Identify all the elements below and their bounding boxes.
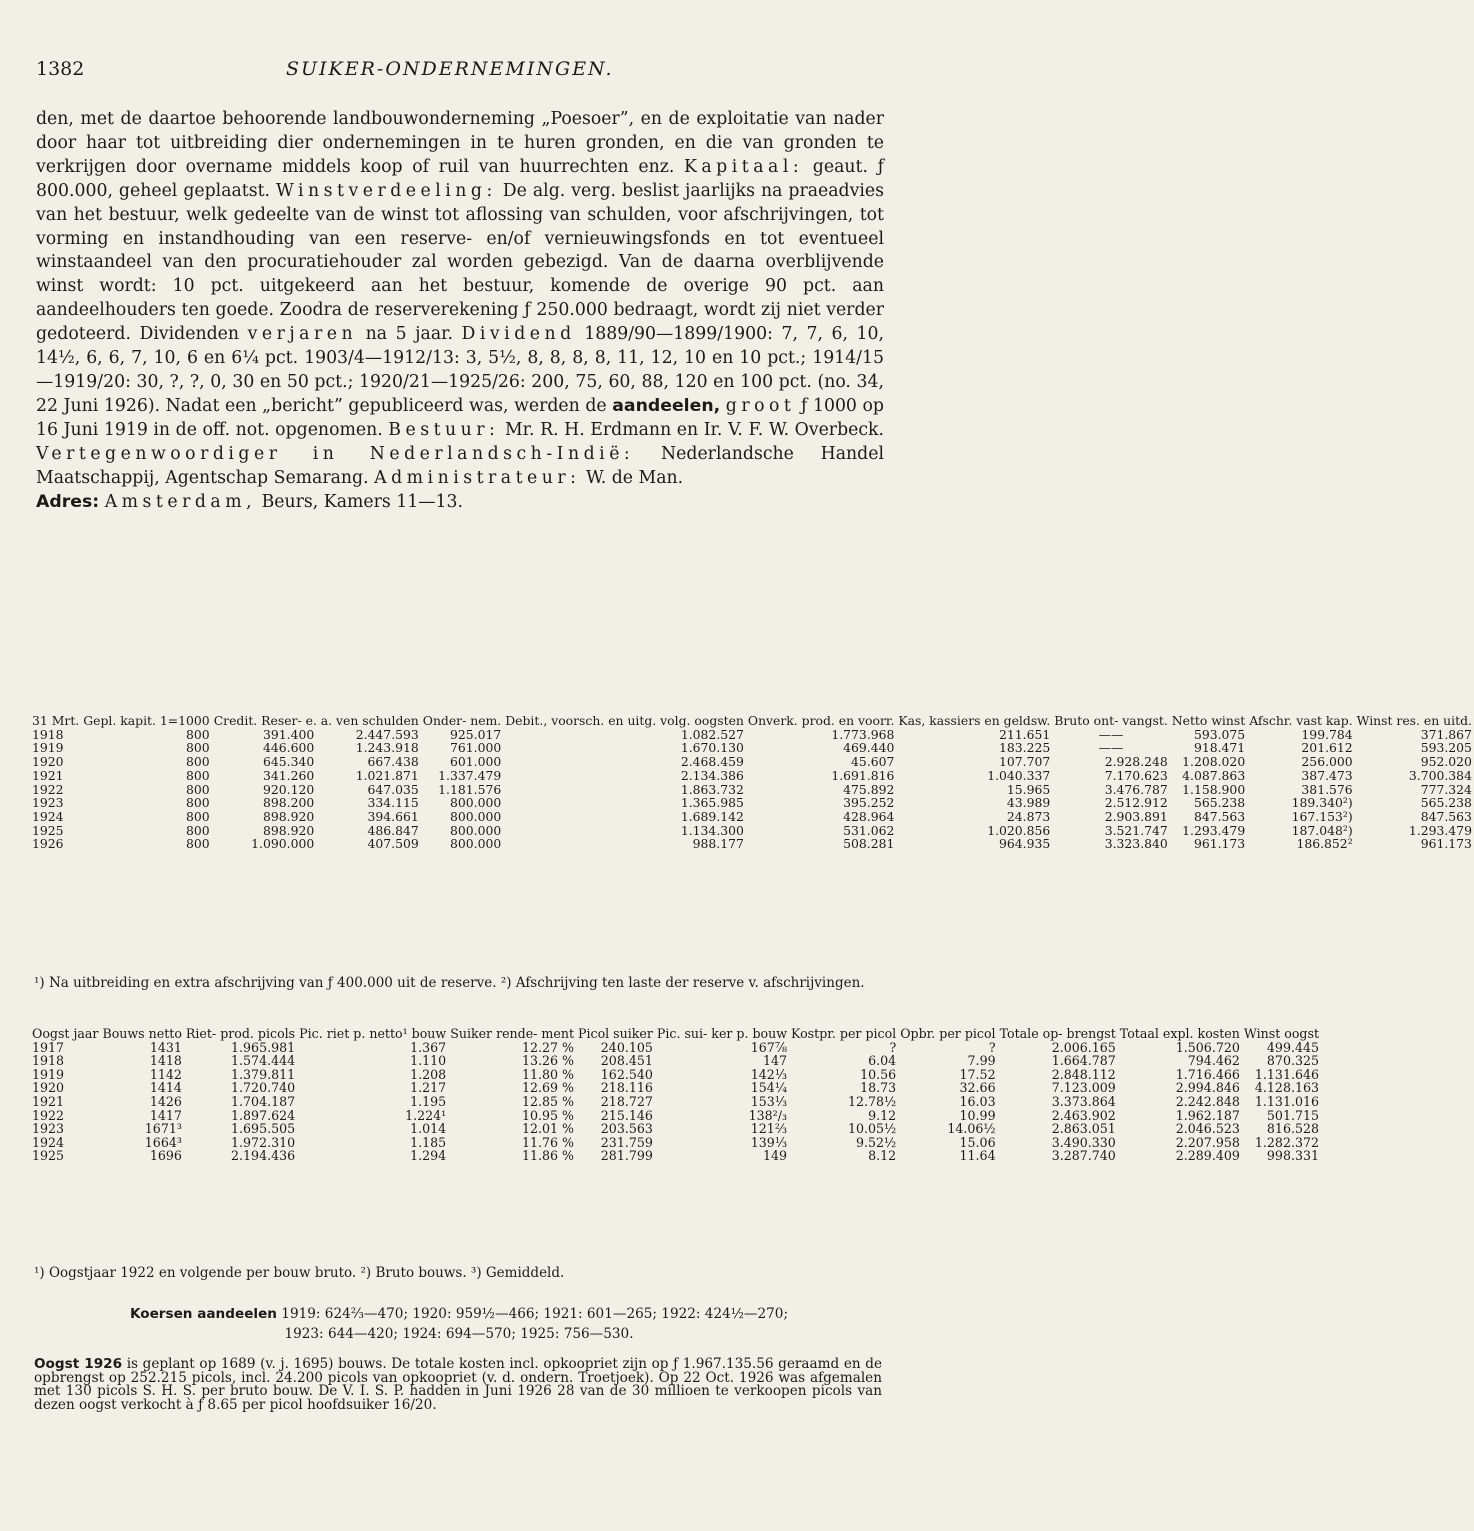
table-cell: 387.473: [1301, 767, 1353, 783]
table-cell: 3.476.787: [1104, 781, 1168, 797]
table-row: [30, 1095, 1321, 1109]
table-cell: 10.56: [860, 1066, 897, 1082]
table-cell: 2.903.891: [1104, 808, 1168, 824]
table-row: [30, 1122, 1321, 1136]
table-cell: 1.090.000: [251, 836, 315, 852]
table-cell: 186.852²: [1296, 836, 1353, 852]
header-cell: Netto winst: [1171, 713, 1246, 728]
table-row: [30, 741, 1474, 755]
koersen-line2: 1923: 644—420; 1924: 694—570; 1925: 756—530.: [284, 1326, 634, 1342]
table-cell: 1.185: [410, 1134, 447, 1150]
table-cell: 3.287.740: [1051, 1148, 1116, 1164]
table-cell: 281.799: [600, 1148, 653, 1164]
table-cell: 12.27 %: [521, 1039, 575, 1055]
table-cell: 1923: [32, 795, 64, 811]
table-cell: ?: [988, 1039, 996, 1055]
table-cell: 925.017: [449, 726, 502, 742]
table-cell: 201.612: [1301, 740, 1353, 756]
table-cell: 2.512.912: [1104, 795, 1168, 811]
header-cell: Opbr. per picol: [900, 1026, 996, 1041]
table-cell: 1.962.187: [1175, 1107, 1240, 1123]
table-cell: 918.471: [1193, 740, 1246, 756]
table-cell: 531.062: [843, 822, 895, 838]
table-cell: 1.195: [410, 1093, 447, 1109]
table-cell: 10.95 %: [521, 1107, 575, 1123]
header-cell: Pic. riet p. netto¹ bouw: [299, 1026, 447, 1041]
table-cell: 11.64: [959, 1148, 996, 1164]
table-cell: 218.116: [600, 1080, 653, 1096]
table-row: [30, 1041, 1321, 1055]
table-cell: 1918: [32, 726, 64, 742]
table-cell: 800: [186, 795, 210, 811]
table-cell: 231.759: [600, 1134, 653, 1150]
objective-text: den, met de daartoe behoorende landbouwonderneming „Poesoer”, en de exploitatie van nader door haar tot uitbreiding dier ondernemingen in te huren gronden, en die van gronden te verkrijgen door overname middels koop of ruil van huurrechten enz.: [36, 109, 884, 177]
table-cell: 18.73: [860, 1080, 897, 1096]
table-cell: 645.340: [262, 754, 315, 770]
table-cell: 11.76 %: [521, 1134, 575, 1150]
table-cell: 2.468.459: [680, 754, 744, 770]
table-row: [30, 1054, 1321, 1068]
table-cell: 395.252: [843, 795, 895, 811]
table-cell: 1.134.300: [680, 822, 744, 838]
header-cell: Oogst jaar: [32, 1026, 99, 1041]
table-cell: 3.521.747: [1104, 822, 1168, 838]
table-cell: 7.123.009: [1051, 1080, 1116, 1096]
table-cell: 7.99: [967, 1053, 996, 1069]
table-cell: 1.020.856: [987, 822, 1051, 838]
table-cell: 1664³: [144, 1134, 182, 1150]
table-cell: 215.146: [600, 1107, 653, 1123]
table-cell: 381.576: [1301, 781, 1353, 797]
table-cell: 1.365.985: [680, 795, 744, 811]
table-cell: 1.574.444: [231, 1053, 296, 1069]
winstverdeeling-label: Winstverdeeling:: [276, 180, 497, 201]
table-cell: 647.035: [367, 781, 419, 797]
table-cell: 1.217: [410, 1080, 447, 1096]
table-cell: 1.082.527: [680, 726, 744, 742]
table-cell: 6.04: [868, 1053, 897, 1069]
table-cell: 1.110: [410, 1053, 447, 1069]
table-row: [30, 755, 1474, 769]
running-title: SUIKER-ONDERNEMINGEN.: [286, 58, 614, 80]
table-cell: 800: [186, 836, 210, 852]
table-cell: 2.194.436: [231, 1148, 296, 1164]
table-cell: 9.52½: [855, 1134, 897, 1150]
table-cell: 961.173: [1420, 836, 1472, 852]
balance-table: [30, 714, 1474, 851]
table-cell: 428.964: [843, 808, 895, 824]
vertegenwoordiger-text: Nederlandsche Handel Maatschappij, Agentschap Semarang.: [36, 443, 884, 488]
table-cell: 508.281: [843, 836, 895, 852]
table-row: [30, 796, 1474, 810]
balance-table-footnote: ¹) Na uitbreiding en extra afschrijving van ƒ 400.000 uit de reserve. ²) Afschrijving ten laste der reserve v. afschrijvingen.: [34, 975, 865, 991]
table-cell: 1.773.968: [831, 726, 895, 742]
header-cell: Gepl. kapit. 1=1000: [83, 713, 210, 728]
table-cell: 1921: [32, 767, 64, 783]
header-cell: Bruto ont- vangst.: [1054, 713, 1168, 728]
table-cell: 240.105: [600, 1039, 653, 1055]
table-row: [30, 1149, 1321, 1163]
table-row: [30, 837, 1474, 851]
table-cell: 1.224¹: [405, 1107, 447, 1123]
page-number: 1382: [36, 58, 85, 80]
table-row: [30, 1136, 1321, 1150]
table-cell: 1.670.130: [680, 740, 744, 756]
table-cell: 203.563: [600, 1121, 653, 1137]
header-cell: Onder- nem.: [422, 713, 502, 728]
table-cell: 898.920: [262, 822, 315, 838]
table-cell: 7.170.623: [1104, 767, 1168, 783]
table-cell: 1.691.816: [831, 767, 895, 783]
table-cell: 2.046.523: [1175, 1121, 1240, 1137]
table-cell: 1924: [32, 808, 64, 824]
header-cell: Totaal expl. kosten: [1119, 1026, 1240, 1041]
table-cell: 1431: [149, 1039, 182, 1055]
winstverdeeling-text: De alg. verg. beslist jaarlijks na praeadvies van het bestuur, welk gedeelte van de winst tot aflossing van schulden, voor afschrijvingen, tot vorming en instandhouding van een reserve- en/of vernieuwingsfonds en tot eventueel winstaandeel van den procuratiehouder zal worden gebezigd. Van de daarna overblijvende winst wordt: 10 pct. uitgekeerd aan het bestuur, komende de overige 90 pct. aan aandeelhouders ten goede. Zoodra de reserverekening ƒ 250.000 bedraagt, wordt zij niet verder gedoteerd. Dividenden: [36, 180, 884, 345]
table-cell: 2.242.848: [1175, 1093, 1240, 1109]
table-cell: 11.86 %: [521, 1148, 575, 1164]
table-cell: 1.972.310: [231, 1134, 296, 1150]
table-cell: 847.563: [1193, 808, 1246, 824]
table-cell: 800: [186, 767, 210, 783]
table-cell: 183.225: [999, 740, 1051, 756]
header-cell: Winst res. en uitd.: [1356, 713, 1472, 728]
table-cell: 1920: [32, 1080, 65, 1096]
table-cell: 139⅓: [750, 1134, 788, 1150]
header-cell: Pic. sui- ker p. bouw: [656, 1026, 788, 1041]
header-cell: Kas, kassiers en geldsw.: [898, 713, 1051, 728]
table-cell: 1.367: [410, 1039, 447, 1055]
table-cell: 898.200: [262, 795, 315, 811]
header-cell: Bouws netto: [102, 1026, 182, 1041]
adres-city: Amsterdam,: [104, 491, 257, 512]
table-cell: 593.075: [1193, 726, 1246, 742]
table-cell: 800: [186, 726, 210, 742]
table-cell: 1919: [32, 1066, 65, 1082]
table-cell: 920.120: [262, 781, 315, 797]
table-cell: 4.128.163: [1254, 1080, 1320, 1096]
table-cell: 565.238: [1193, 795, 1246, 811]
table-cell: 800: [186, 740, 210, 756]
table-cell: 153⅓: [750, 1093, 788, 1109]
table-cell: 2.928.248: [1104, 754, 1168, 770]
table-cell: 3.700.384: [1408, 767, 1472, 783]
table-cell: 2.463.902: [1051, 1107, 1116, 1123]
administrateur-text: W. de Man.: [585, 467, 684, 488]
table-cell: 1671³: [144, 1121, 182, 1137]
oogst-1926-label: Oogst 1926: [34, 1356, 123, 1372]
table-cell: 961.173: [1193, 836, 1246, 852]
table-cell: 154¼: [750, 1080, 788, 1096]
table-cell: 1.282.372: [1254, 1134, 1320, 1150]
table-cell: 2.289.409: [1175, 1148, 1240, 1164]
harvest-table-header: [30, 1027, 1321, 1041]
table-cell: 761.000: [449, 740, 502, 756]
table-cell: 1.293.479: [1182, 822, 1246, 838]
table-cell: 4.087.863: [1182, 767, 1246, 783]
table-cell: 2.863.051: [1051, 1121, 1116, 1137]
table-cell: 800.000: [449, 795, 502, 811]
table-cell: 1922: [32, 1107, 65, 1123]
table-cell: 208.451: [600, 1053, 653, 1069]
table-cell: 13.26 %: [521, 1053, 575, 1069]
table-cell: 1.294: [410, 1148, 447, 1164]
table-cell: 3.323.840: [1104, 836, 1168, 852]
table-cell: 1696: [149, 1148, 182, 1164]
aandeelen-label: aandeelen,: [612, 395, 721, 416]
table-cell: 1417: [149, 1107, 182, 1123]
header-cell: 31 Mrt.: [32, 713, 80, 728]
table-row: [30, 1081, 1321, 1095]
table-cell: 121⅔: [750, 1121, 788, 1137]
table-cell: 1918: [32, 1053, 65, 1069]
table-cell: 138²/₃: [748, 1107, 788, 1123]
table-cell: 12.69 %: [521, 1080, 575, 1096]
table-cell: 2.994.846: [1175, 1080, 1240, 1096]
table-cell: 142⅓: [750, 1066, 788, 1082]
dividend-text: 1889/90—1899/1900: 7, 7, 6, 10, 14½, 6, 6, 7, 10, 6 en 6¼ pct. 1903/4—1912/13: 3, 5½, 8, 8, 8, 8, 11, 12, 10 en 10 pct.; 1914/15—1919/20: 30, ?, ?, 0, 30 en 50 pct.; 1920/21—1925/26: 200, 75, 60, 88, 120 en 100 pct. (no. 34, 22 Juni 1926). Nadat een „bericht” gepubliceerd was, werden de: [36, 324, 885, 416]
header-cell: Winst oogst: [1243, 1026, 1320, 1041]
koersen-line1: 1919: 624⅔—470; 1920: 959½—466; 1921: 601—265; 1922: 424½—270;: [281, 1306, 789, 1322]
table-cell: 1.720.740: [231, 1080, 296, 1096]
table-cell: 149: [762, 1148, 788, 1164]
groot-label: groot: [725, 395, 796, 416]
table-cell: 334.115: [367, 795, 419, 811]
table-cell: 988.177: [692, 836, 744, 852]
dividend-label: Dividend: [461, 324, 576, 345]
table-cell: 1.506.720: [1175, 1039, 1240, 1055]
table-cell: 800: [186, 822, 210, 838]
koersen-label: Koersen aandeelen: [129, 1306, 277, 1322]
bestuur-label: Bestuur:: [388, 419, 500, 440]
table-cell: 1.716.466: [1175, 1066, 1240, 1082]
table-cell: 12.78½: [847, 1093, 897, 1109]
harvest-table-footnote: ¹) Oogstjaar 1922 en volgende per bouw bruto. ²) Bruto bouws. ³) Gemiddeld.: [34, 1265, 565, 1281]
table-cell: 147: [762, 1053, 788, 1069]
table-cell: 391.400: [262, 726, 315, 742]
table-cell: 43.989: [1006, 795, 1051, 811]
table-cell: ?: [889, 1039, 897, 1055]
table-cell: 601.000: [449, 754, 502, 770]
table-cell: 1921: [32, 1093, 65, 1109]
table-cell: 1.131.646: [1254, 1066, 1320, 1082]
table-cell: 1.664.787: [1051, 1053, 1116, 1069]
table-cell: 800.000: [449, 822, 502, 838]
adres-text: Beurs, Kamers 11—13.: [261, 491, 463, 512]
header-cell: Kostpr. per picol: [791, 1026, 897, 1041]
kapitaal-text: geaut. ƒ 800.000, geheel geplaatst.: [36, 156, 884, 201]
table-cell: 17.52: [959, 1066, 996, 1082]
table-cell: 667.438: [367, 754, 419, 770]
table-cell: 501.715: [1266, 1107, 1320, 1123]
header-cell: Credit. Reser- e. a. ven schulden: [213, 713, 419, 728]
harvest-1926-note: [34, 1358, 882, 1412]
table-cell: 1.131.016: [1254, 1093, 1320, 1109]
table-cell: 870.325: [1266, 1053, 1320, 1069]
header-cell: Debit., voorsch. en uitg. volg. oogsten: [505, 713, 744, 728]
table-cell: 952.020: [1420, 754, 1472, 770]
table-cell: 1917: [32, 1039, 65, 1055]
table-cell: 1923: [32, 1121, 65, 1137]
administrateur-label: Administrateur:: [374, 467, 581, 488]
header-cell: Totale op- brengst: [999, 1026, 1116, 1041]
balance-table-body: [30, 728, 1474, 851]
table-cell: 3.373.864: [1051, 1093, 1116, 1109]
table-cell: 14.06½: [947, 1121, 996, 1137]
table-cell: 189.340²): [1291, 795, 1353, 811]
table-cell: 446.600: [262, 740, 315, 756]
table-row: [30, 824, 1474, 838]
table-cell: 800: [186, 808, 210, 824]
table-cell: 816.528: [1266, 1121, 1320, 1137]
table-row: [30, 1068, 1321, 1082]
table-row: [30, 810, 1474, 824]
table-row: [30, 1109, 1321, 1123]
table-cell: 794.462: [1187, 1053, 1240, 1069]
header-cell: Suiker rende- ment: [450, 1026, 575, 1041]
table-cell: 1.014: [410, 1121, 447, 1137]
page-header: [36, 58, 876, 88]
table-cell: ——: [1098, 726, 1124, 742]
table-row: [30, 783, 1474, 797]
kapitaal-label: Kapitaal:: [683, 156, 804, 177]
vertegenwoordiger-label: Vertegenwoordiger in Nederlandsch-Indië:: [36, 443, 635, 464]
table-cell: 12.85 %: [521, 1093, 575, 1109]
table-cell: 11.80 %: [521, 1066, 575, 1082]
table-cell: 800: [186, 754, 210, 770]
verjaren-text: na 5 jaar.: [365, 324, 453, 345]
harvest-table: [30, 1027, 1321, 1163]
table-cell: 2.134.386: [680, 767, 744, 783]
table-cell: 256.000: [1301, 754, 1353, 770]
table-cell: 1.897.624: [231, 1107, 296, 1123]
table-cell: 2.006.165: [1051, 1039, 1116, 1055]
oogst-1926-text: is geplant op 1689 (v. j. 1695) bouws. De totale kosten incl. opkoopriet zijn op ƒ 1.967.135.56 geraamd en de opbrengst op 252.215 picols, incl. 24.200 picols van opkoopriet (v. d. ondern. Troetjoek). Op 22 Oct. 1926 was afgemalen met 130 picols S. H. S. per bruto bouw. De V. I. S. P. hadden in Juni 1926 28 van de 30 millioen te verkoopen picols van dezen oogst verkocht à ƒ 8.65 per picol hoofdsuiker 16/20.: [34, 1356, 882, 1413]
table-cell: 32.66: [959, 1080, 996, 1096]
table-cell: 211.651: [999, 726, 1051, 742]
table-cell: 1924: [32, 1134, 65, 1150]
table-cell: 1.293.479: [1408, 822, 1472, 838]
balance-table-header: [30, 714, 1474, 728]
table-cell: 1.208: [410, 1066, 447, 1082]
table-cell: 407.509: [367, 836, 419, 852]
table-cell: 15.965: [1006, 781, 1051, 797]
table-cell: 1.181.576: [438, 781, 502, 797]
table-cell: 8.12: [868, 1148, 897, 1164]
bestuur-text: Mr. R. H. Erdmann en Ir. V. F. W. Overbeck.: [504, 419, 885, 440]
table-cell: 1.704.187: [231, 1093, 296, 1109]
table-cell: 167.153²): [1291, 808, 1353, 824]
table-cell: 10.99: [959, 1107, 996, 1123]
table-cell: 800.000: [449, 836, 502, 852]
table-cell: 15.06: [959, 1134, 996, 1150]
table-cell: 499.445: [1266, 1039, 1320, 1055]
table-cell: 1.158.900: [1182, 781, 1246, 797]
table-cell: 847.563: [1420, 808, 1472, 824]
description-paragraph: [36, 108, 884, 514]
table-cell: 1418: [149, 1053, 182, 1069]
share-prices: [36, 1304, 882, 1344]
table-cell: 1925: [32, 1148, 65, 1164]
table-cell: 12.01 %: [521, 1121, 575, 1137]
table-cell: 1925: [32, 822, 64, 838]
table-cell: 1.337.479: [438, 767, 502, 783]
table-cell: 1.379.811: [231, 1066, 296, 1082]
table-cell: 1414: [149, 1080, 182, 1096]
table-cell: ——: [1098, 740, 1124, 756]
table-cell: 998.331: [1266, 1148, 1320, 1164]
table-cell: 1919: [32, 740, 64, 756]
table-cell: 1.021.871: [355, 767, 419, 783]
table-cell: 1.689.142: [680, 808, 744, 824]
header-cell: Afschr. vast kap.: [1249, 713, 1353, 728]
table-cell: 486.847: [367, 822, 419, 838]
table-cell: 1.965.981: [231, 1039, 296, 1055]
header-cell: Riet- prod. picols: [185, 1026, 296, 1041]
table-cell: 341.260: [262, 767, 315, 783]
table-cell: 593.205: [1420, 740, 1472, 756]
table-cell: 167⅞: [750, 1039, 788, 1055]
table-cell: 187.048²): [1291, 822, 1353, 838]
table-row: [30, 769, 1474, 783]
verjaren-label: verjaren: [247, 324, 358, 345]
table-cell: 1426: [149, 1093, 182, 1109]
table-cell: 9.12: [868, 1107, 897, 1123]
table-cell: 3.490.330: [1051, 1134, 1116, 1150]
table-cell: 218.727: [600, 1093, 653, 1109]
table-cell: 2.447.593: [355, 726, 419, 742]
table-cell: 199.784: [1301, 726, 1353, 742]
table-cell: 1922: [32, 781, 64, 797]
table-cell: 565.238: [1420, 795, 1472, 811]
table-cell: 16.03: [959, 1093, 996, 1109]
table-cell: 1.208.020: [1182, 754, 1246, 770]
table-cell: 2.848.112: [1051, 1066, 1116, 1082]
table-cell: 10.05½: [847, 1121, 897, 1137]
table-cell: 1.695.505: [231, 1121, 296, 1137]
groot-text: ƒ 1000 op 16 Juni 1919 in de off. not. opgenomen.: [36, 395, 884, 440]
table-cell: 2.207.958: [1175, 1134, 1240, 1150]
table-cell: 475.892: [843, 781, 895, 797]
table-cell: 371.867: [1420, 726, 1472, 742]
table-cell: 1926: [32, 836, 64, 852]
table-cell: 45.607: [851, 754, 895, 770]
table-cell: 107.707: [999, 754, 1051, 770]
table-cell: 777.324: [1420, 781, 1472, 797]
table-row: [30, 728, 1474, 742]
table-cell: 24.873: [1006, 808, 1051, 824]
table-cell: 1142: [149, 1066, 182, 1082]
company-description: [36, 108, 884, 514]
table-cell: 800.000: [449, 808, 502, 824]
table-cell: 162.540: [600, 1066, 653, 1082]
table-cell: 1.243.918: [355, 740, 419, 756]
table-cell: 898.920: [262, 808, 315, 824]
table-cell: 964.935: [999, 836, 1051, 852]
table-cell: 1.863.732: [680, 781, 744, 797]
header-cell: Picol suiker: [578, 1026, 653, 1041]
table-cell: 800: [186, 781, 210, 797]
table-cell: 394.661: [367, 808, 419, 824]
adres-label: Adres:: [36, 491, 100, 512]
table-cell: 469.440: [843, 740, 895, 756]
table-cell: 1920: [32, 754, 64, 770]
table-cell: 1.040.337: [987, 767, 1051, 783]
header-cell: Onverk. prod. en voorr.: [747, 713, 895, 728]
harvest-table-body: [30, 1041, 1321, 1163]
